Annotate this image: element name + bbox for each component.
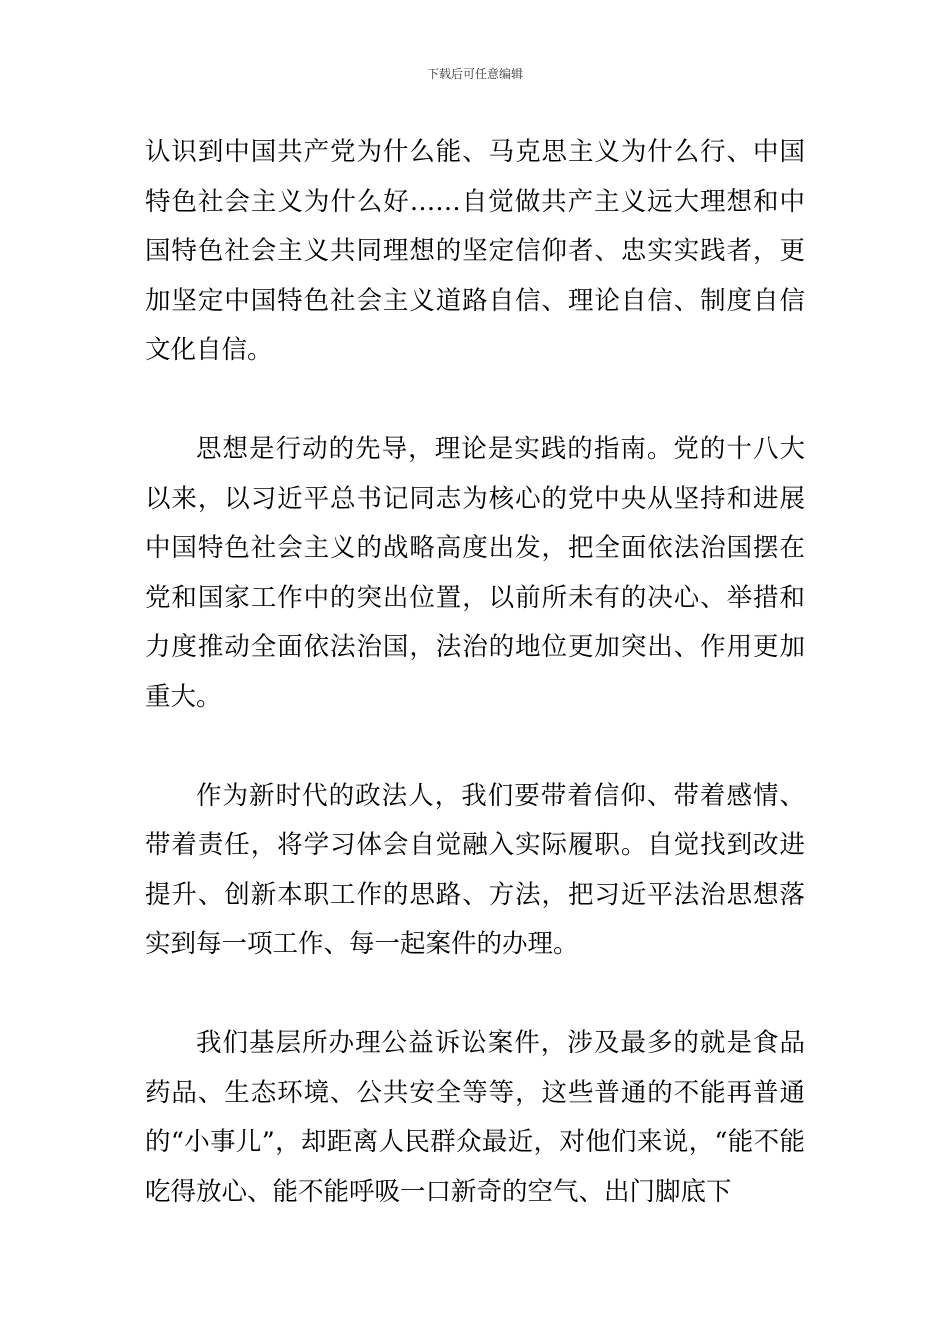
paragraph-2: 思想是行动的先导，理论是实践的指南。党的十八大以来，以习近平总书记同志为核心的党中央从坚持和进展中国特色社会主义的战略高度出发，把全面依法治国摆在党和国家工作中的突出位置，以前所未有的决心、举措和力度推动全面依法治国，法治的地位更加突出、作用更加重大。: [145, 434, 805, 712]
page-header: 下载后可任意编辑: [426, 67, 523, 81]
paragraph-4: 我们基层所办理公益诉讼案件，涉及最多的就是食品药品、生态环境、公共安全等等，这些普通的不能再普通的“小事儿”，却距离人民群众最近，对他们来说，“能不能吃得放心、能不能呼吸一口新奇的空气、出门脚底下: [145, 1028, 805, 1207]
document-body: [145, 128, 805, 1267]
paragraph-1: 认识到中国共产党为什么能、马克思主义为什么行、中国特色社会主义为什么好……自觉做共产主义远大理想和中国特色社会主义共同理想的坚定信仰者、忠实实践者，更加坚定中国特色社会主义道路自信、理论自信、制度自信文化自信。: [145, 137, 805, 365]
paragraph-3: 作为新时代的政法人，我们要带着信仰、带着感情、带着责任，将学习体会自觉融入实际履职。自觉找到改进提升、创新本职工作的思路、方法，把习近平法治思想落实到每一项工作、每一起案件的办理。: [145, 780, 805, 959]
